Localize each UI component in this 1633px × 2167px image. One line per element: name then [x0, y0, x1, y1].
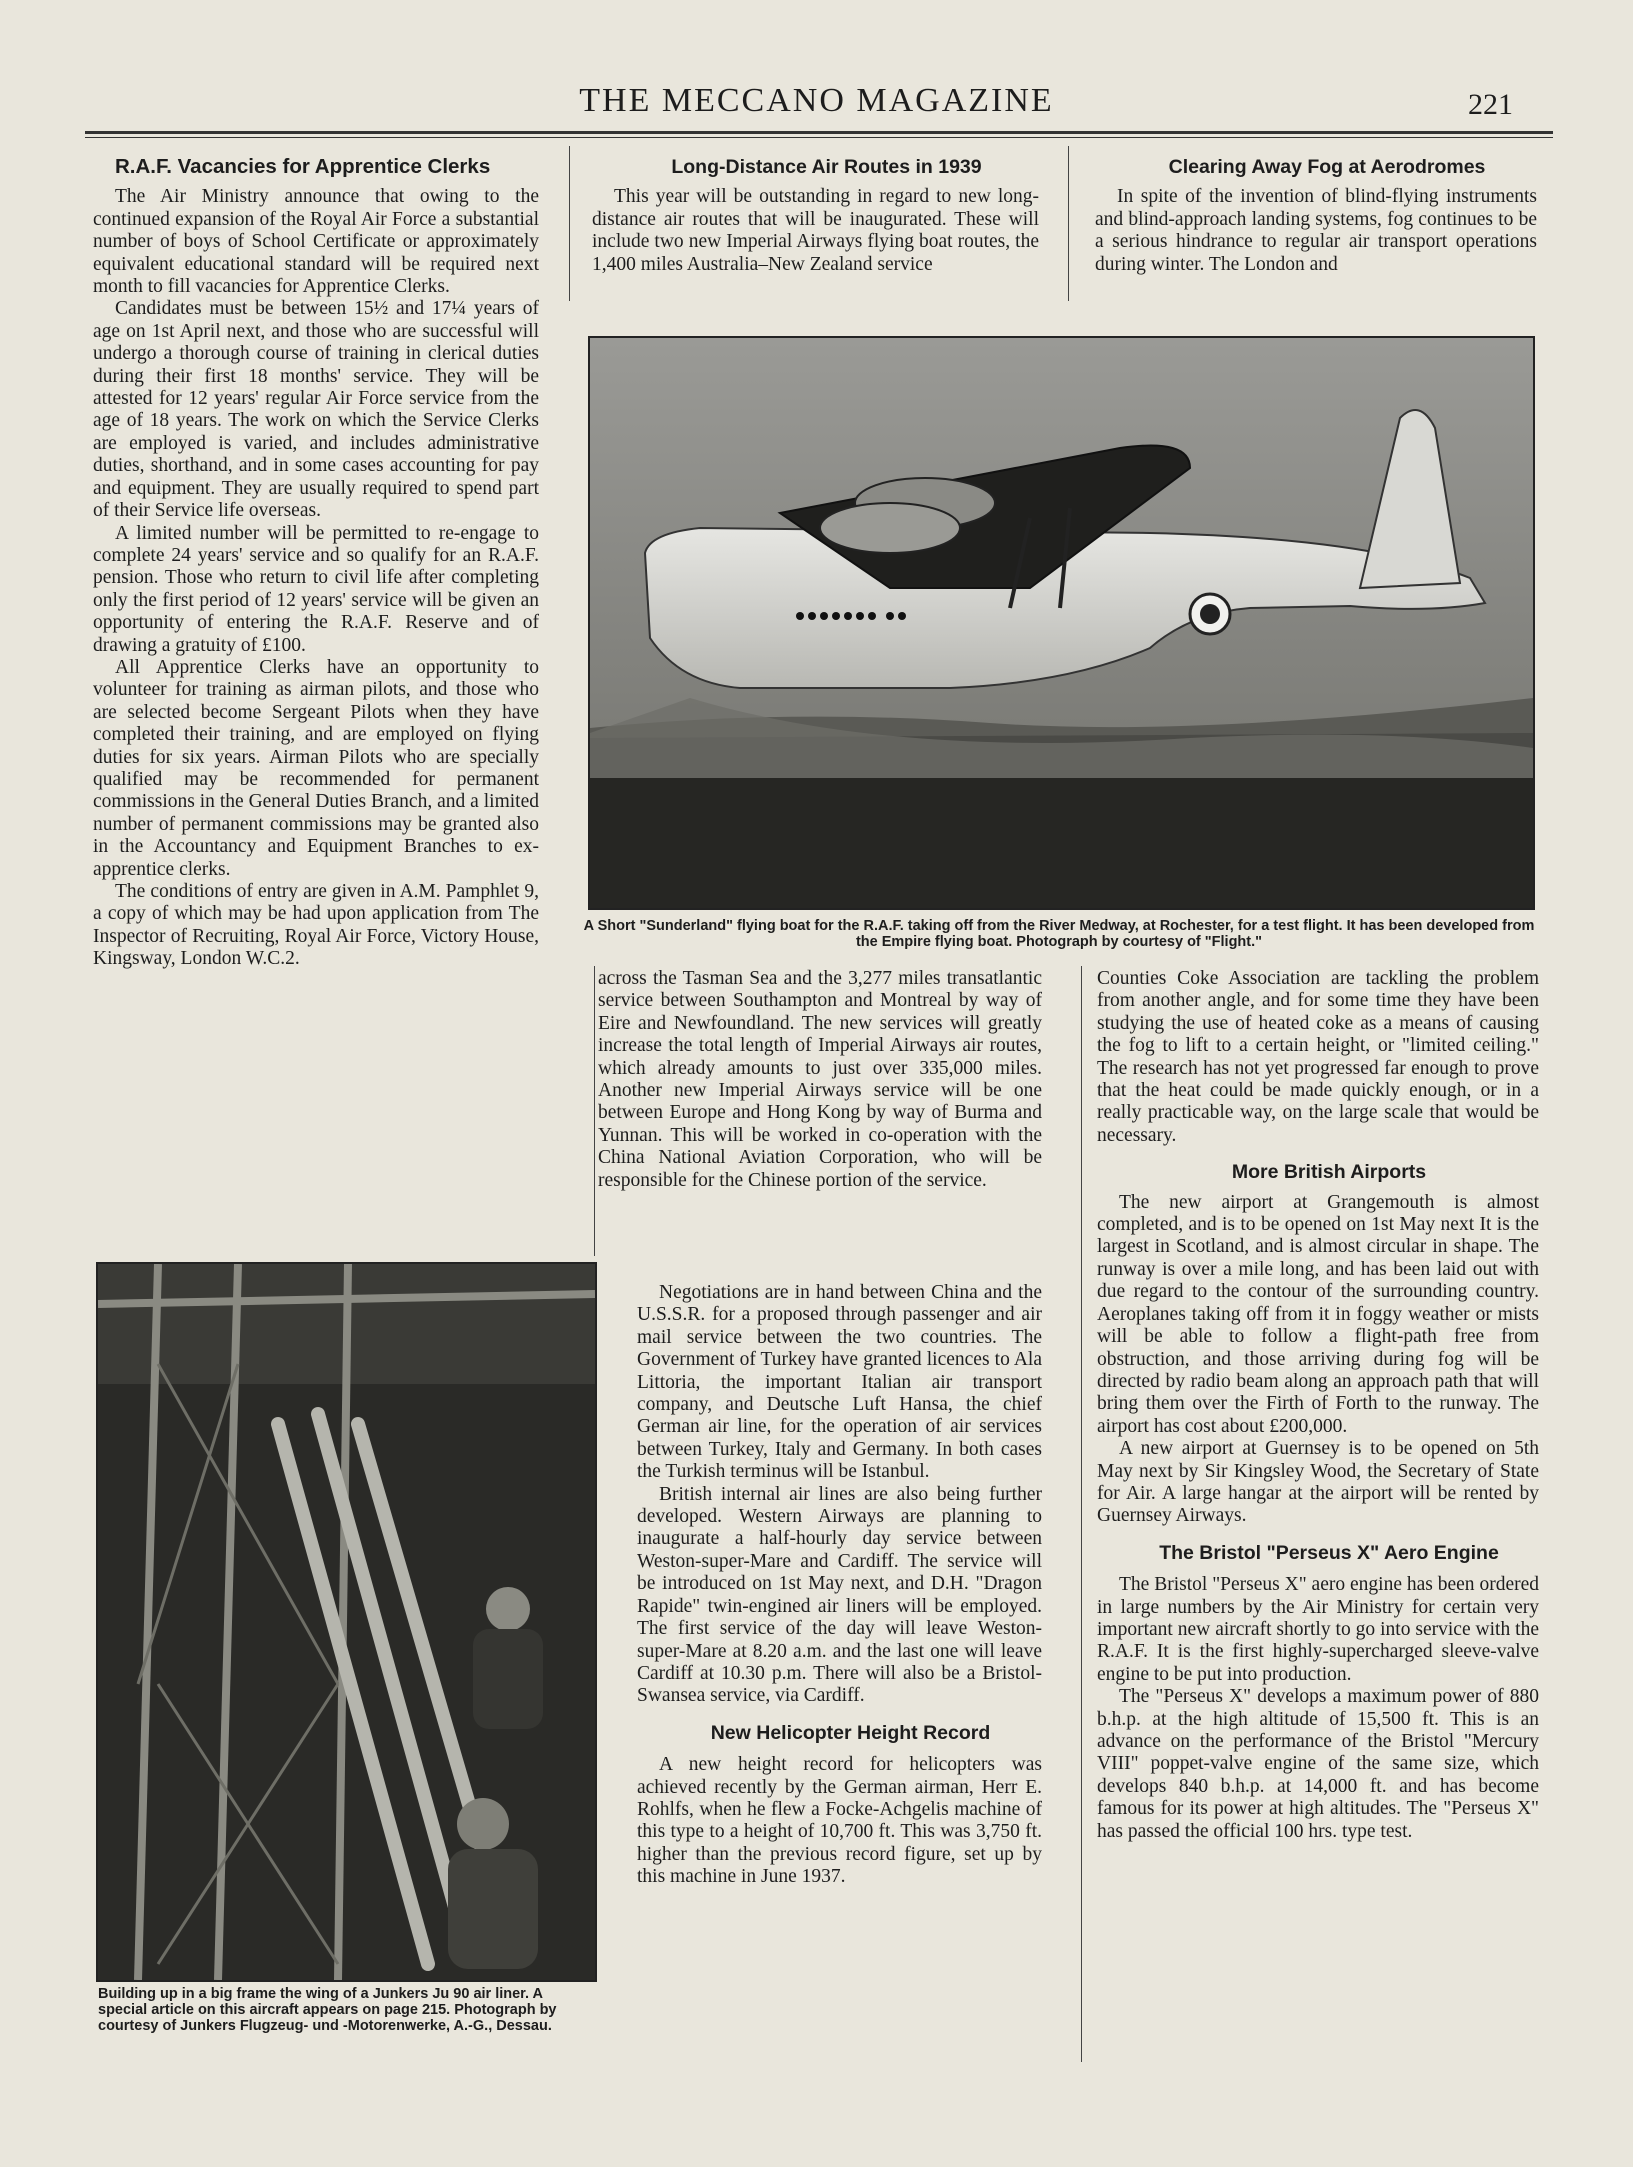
paragraph: All Apprentice Clerks have an opportunity to volunteer for training as airman pilots, and those who are selected become Sergeant Pilots when they have completed their training, and are employed on flying duties for six years. Airman Pilots who are specially qualified may be recommended for permanent commissions in the General Duties Branch, and a limited number of permanent commissions may be granted also in the Accountancy and Equipment Branches to ex-apprentice clerks. [93, 656, 539, 880]
paragraph: The conditions of entry are given in A.M. Pamphlet 9, a copy of which may be had upon application from The Inspector of Recruiting, Royal Air Force, Victory House, Kingsway, London W.C.2. [93, 881, 539, 970]
paragraph: British internal air lines are also being further developed. Western Airways are planning to inaugurate a half-hourly day service between Weston-super-Mare and Cardiff. The service will be introduced on 1st May next, and D.H. "Dragon Rapide" twin-engined air liners will be employed. The first service of the day will leave Weston-super-Mare at 8.20 a.m. and the last one will leave Cardiff at 10.30 p.m. There will also be a Bristol-Swansea service, via Cardiff. [637, 1483, 1042, 1707]
article-raf-vacancies [93, 156, 539, 971]
page-number: 221 [1468, 88, 1513, 121]
junkers-photo-caption: Building up in a big frame the wing of a Junkers Ju 90 air liner. A special article on this aircraft appears on page 215. Photograph by courtesy of Junkers Flugzeug- und -Motorenwerke, A.-G., Dessau. [98, 1986, 557, 2034]
article-heading: More British Airports [1231, 1161, 1427, 1184]
junkers-wing-frame-image [98, 1264, 595, 1980]
article-long-distance-continued [598, 968, 1042, 1192]
paragraph: A limited number will be permitted to re-engage to complete 24 years' service and so qualify for an R.A.F. pension. Those who return to civil life after completing only the first period of 12 years' service will be given an opportunity of entering the R.A.F. Reserve and of drawing a gratuity of £100. [93, 522, 539, 656]
flying-boat-caption: A Short "Sunderland" flying boat for the R.A.F. taking off from the River Medway, at Rochester, for a test flight. It has been developed from the Empire flying boat. Photograph by courtesy of "Flight." [583, 918, 1535, 950]
paragraph: The "Perseus X" develops a maximum power of 880 b.h.p. at the high altitude of 15,500 ft. This is an advance on the performance of the Bristol "Mercury VIII" poppet-valve engine of the same size, which develops 840 b.h.p. at 14,000 ft. and has become famous for its power at high altitudes. The "Perseus X" has passed the official 100 hrs. type test. [1097, 1686, 1539, 1842]
paragraph: In spite of the invention of blind-flying instruments and blind-approach landing systems, fog continues to be a serious hindrance to regular air transport operations during winter. The London and [1095, 186, 1537, 275]
article-long-distance-continued-2 [637, 1282, 1042, 1889]
paragraph: A new airport at Guernsey is to be opened on 5th May next by Sir Kingsley Wood, the Secretary of State for Air. A large hangar at the airport will be rented by Guernsey Airways. [1097, 1438, 1539, 1527]
article-heading: Clearing Away Fog at Aerodromes [1168, 156, 1486, 178]
paragraph: A new height record for helicopters was achieved recently by the German airman, Herr E. Rohlfs, when he flew a Focke-Achgelis machine of this type to a height of 10,700 ft. This was 3,750 ft. higher than the previous record figure, set up by this machine in June 1937. [637, 1754, 1042, 1888]
article-fog-clearing [1095, 156, 1537, 276]
article-long-distance-routes [592, 156, 1039, 276]
article-heading: The Bristol "Perseus X" Aero Engine [1159, 1541, 1499, 1564]
junkers-wing-photo [96, 1262, 597, 1982]
header-rule [85, 131, 1553, 134]
column-divider [1068, 146, 1069, 301]
article-heading: R.A.F. Vacancies for Apprentice Clerks [115, 155, 491, 178]
paragraph: Negotiations are in hand between China and the U.S.S.R. for a proposed through passenger and air mail service between the two countries. The Government of Turkey have granted licences to Ala Littoria, the important Italian air transport company, and Deutsche Luft Hansa, the chief German air line, for the operation of air services between Turkey, Italy and Germany. In both cases the Turkish terminus will be Istanbul. [637, 1282, 1042, 1483]
article-fog-continued [1097, 968, 1539, 1843]
column-divider [1081, 966, 1082, 2062]
paragraph: Candidates must be between 15½ and 17¼ years of age on 1st April next, and those who are successful will undergo a thorough course of training in clerical duties during their first 18 months' service. They will be attested for 12 years' regular Air Force service from the age of 18 years. The work on which the Service Clerks are employed is varied, and includes administrative duties, shorthand, and in some cases accounting for pay and equipment. They are usually required to spend part of their Service life overseas. [93, 298, 539, 522]
magazine-title: THE MECCANO MAGAZINE [579, 82, 1054, 119]
sunderland-flying-boat-image [590, 338, 1533, 908]
paragraph: Counties Coke Association are tackling the problem from another angle, and for some time they have been studying the use of heated coke as a means of causing the fog to lift to a certain height, or "limited ceiling." The research has not yet progressed far enough to prove that the heat could be made quickly enough, or in a really practicable way, on the large scale that would be necessary. [1097, 968, 1539, 1146]
column-divider [594, 966, 595, 1256]
paragraph: The Bristol "Perseus X" aero engine has been ordered in large numbers by the Air Ministry for certain very important new aircraft shortly to go into service with the R.A.F. It is the first highly-supercharged sleeve-valve engine to be put into production. [1097, 1574, 1539, 1685]
column-divider [569, 146, 570, 301]
article-heading: New Helicopter Height Record [710, 1721, 991, 1744]
flying-boat-photo [588, 336, 1535, 910]
paragraph: The Air Ministry announce that owing to the continued expansion of the Royal Air Force a substantial number of boys of School Certificate or approximately equivalent educational standard will be required next month to fill vacancies for Apprentice Clerks. [93, 186, 539, 298]
paragraph: across the Tasman Sea and the 3,277 miles transatlantic service between Southampton and Montreal by way of Eire and Newfoundland. The new services will greatly increase the total length of Imperial Airways air routes, which already amounts to just over 335,000 miles. Another new Imperial Airways service will be one between Europe and Hong Kong by way of Burma and Yunnan. This will be worked in co-operation with the China National Aviation Corporation, who will be responsible for the Chinese portion of the service. [598, 968, 1042, 1191]
paragraph: This year will be outstanding in regard to new long-distance air routes that will be inaugurated. These will include two new Imperial Airways flying boat routes, the 1,400 miles Australia–New Zealand service [592, 186, 1039, 275]
header-rule-thin [85, 137, 1553, 138]
article-heading: Long-Distance Air Routes in 1939 [671, 156, 982, 178]
paragraph: The new airport at Grangemouth is almost completed, and is to be opened on 1st May next It is the largest in Scotland, and is almost circular in shape. The runway is over a mile long, and has been laid out with due regard to the contour of the surrounding country. Aeroplanes taking off from it in foggy weather or mists will be able to follow a flight-path free from obstruction, and those arriving during fog will be directed by radio beam along an approach path that will bring them over the Firth of Forth to the runway. The airport has cost about £200,000. [1097, 1191, 1539, 1437]
